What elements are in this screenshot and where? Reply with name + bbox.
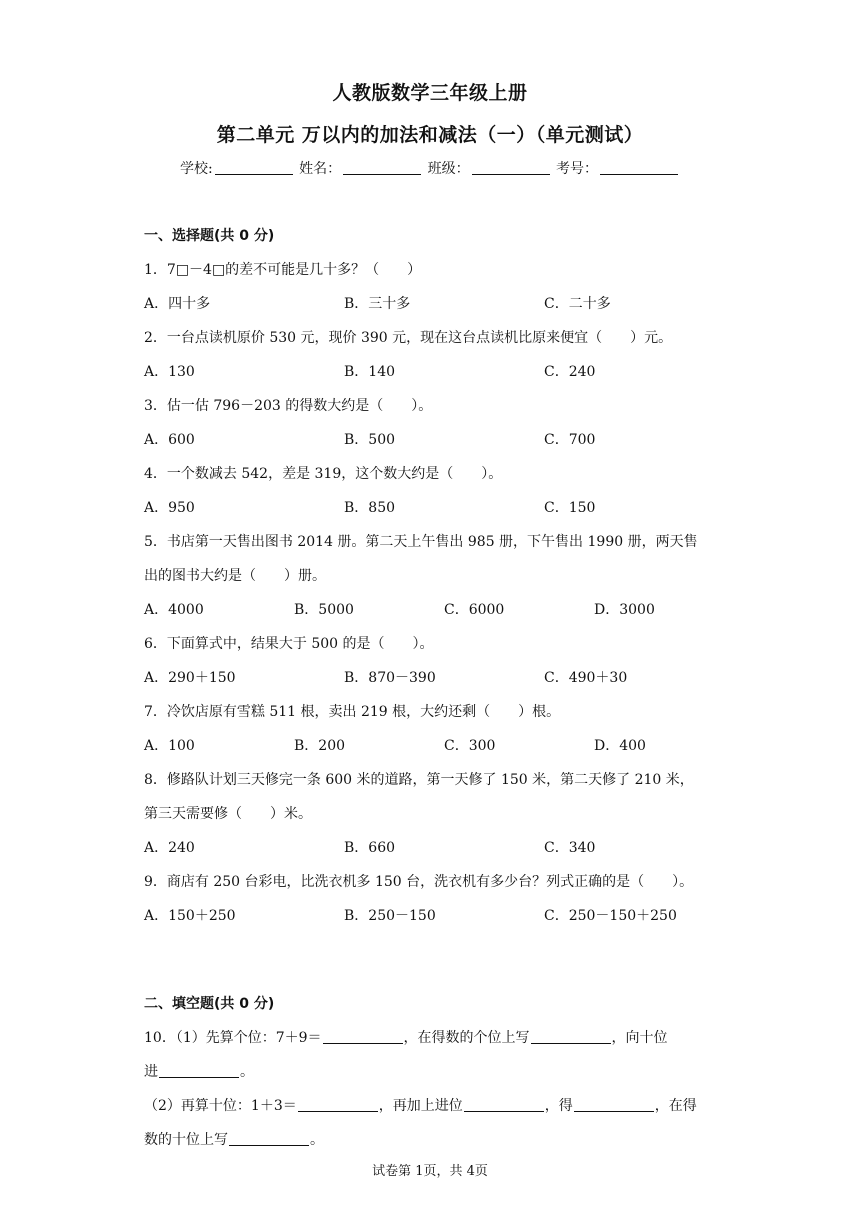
question-text: 8．修路队计划三天修完一条 600 米的道路，第一天修了 150 米，第二天修了 210 米， — [144, 772, 694, 788]
option-choice[interactable]: B．5000 — [294, 602, 354, 618]
question-text: 1．7□－4□的差不可能是几十多？（ ） — [144, 262, 422, 278]
page-footer: 试卷第 1页，共 4页 — [372, 1164, 488, 1179]
school-label: 学校: — [179, 161, 213, 177]
q10-line-1 — [144, 1028, 720, 1062]
option-row — [144, 294, 720, 328]
name-label: 姓名： — [299, 161, 342, 177]
q10-text: ，得 — [544, 1098, 573, 1114]
answer-blank[interactable] — [298, 1097, 378, 1112]
question-text: 出的图书大约是（ ）册。 — [144, 568, 326, 584]
choice-questions — [144, 260, 720, 940]
question-text: 6．下面算式中，结果大于 500 的是（ ）。 — [144, 636, 434, 652]
number-label: 考号： — [556, 161, 599, 177]
answer-blank[interactable] — [574, 1097, 654, 1112]
option-row — [144, 600, 720, 634]
answer-blank[interactable] — [229, 1131, 309, 1146]
option-choice[interactable]: C．700 — [544, 432, 596, 448]
option-choice[interactable]: D．400 — [594, 738, 646, 754]
option-choice[interactable]: B．500 — [344, 432, 396, 448]
q10-line-4 — [144, 1130, 720, 1164]
section-heading-choice: 一、选择题(共 0 分) — [144, 228, 275, 244]
q10-text: ，向十位 — [611, 1030, 668, 1046]
option-choice[interactable]: A．600 — [144, 432, 195, 448]
student-info-row — [0, 158, 860, 178]
option-choice[interactable]: D．3000 — [594, 602, 655, 618]
class-label: 班级： — [427, 161, 470, 177]
question-text: 5．书店第一天售出图书 2014 册。第二天上午售出 985 册，下午售出 1990 册，两天售 — [144, 534, 698, 550]
option-choice[interactable]: A．130 — [144, 364, 195, 380]
option-choice[interactable]: C．240 — [544, 364, 596, 380]
option-choice[interactable]: B．850 — [344, 500, 396, 516]
question-text: 7．冷饮店原有雪糕 511 根，卖出 219 根，大约还剩（ ）根。 — [144, 704, 561, 720]
question-text: 第三天需要修（ ）米。 — [144, 806, 312, 822]
answer-blank[interactable] — [464, 1097, 544, 1112]
option-choice[interactable]: C．250－150＋250 — [544, 908, 677, 924]
q10-text: 。 — [240, 1064, 254, 1080]
option-row — [144, 430, 720, 464]
option-choice[interactable]: A．290＋150 — [144, 670, 236, 686]
option-choice[interactable]: C．340 — [544, 840, 596, 856]
option-row — [144, 906, 720, 940]
class-blank[interactable] — [472, 160, 550, 175]
option-choice[interactable]: C．二十多 — [544, 296, 611, 312]
school-blank[interactable] — [215, 160, 293, 175]
option-choice[interactable]: A．四十多 — [144, 296, 211, 312]
q10-text: 10．（1）先算个位：7＋9＝ — [144, 1030, 322, 1046]
q10-line-2 — [144, 1062, 720, 1096]
answer-blank[interactable] — [531, 1029, 611, 1044]
q10-text: 进 — [144, 1064, 158, 1080]
option-row — [144, 498, 720, 532]
exam-subtitle: 第二单元 万以内的加法和减法（一）（单元测试） — [216, 124, 644, 146]
option-choice[interactable]: A．240 — [144, 840, 195, 856]
option-choice[interactable]: C．300 — [444, 738, 496, 754]
option-choice[interactable]: C．150 — [544, 500, 596, 516]
q10-text: ，再加上进位 — [378, 1098, 463, 1114]
option-choice[interactable]: A．950 — [144, 500, 195, 516]
answer-blank[interactable] — [159, 1063, 239, 1078]
option-choice[interactable]: A．100 — [144, 738, 195, 754]
q10-text: ，在得 — [654, 1098, 697, 1114]
question-text: 9．商店有 250 台彩电，比洗衣机多 150 台，洗衣机有多少台？列式正确的是（ ）。 — [144, 874, 694, 890]
q10-text: （2）再算十位：1＋3＝ — [144, 1098, 297, 1114]
q10-text: 。 — [310, 1132, 324, 1148]
option-choice[interactable]: A．150＋250 — [144, 908, 236, 924]
option-choice[interactable]: B．250－150 — [344, 908, 436, 924]
option-row — [144, 362, 720, 396]
name-blank[interactable] — [343, 160, 421, 175]
option-choice[interactable]: B．870－390 — [344, 670, 436, 686]
option-choice[interactable]: A．4000 — [144, 602, 204, 618]
answer-blank[interactable] — [323, 1029, 403, 1044]
option-choice[interactable]: C．490＋30 — [544, 670, 628, 686]
question-text: 2．一台点读机原价 530 元，现价 390 元，现在这台点读机比原来便宜（ ）元。 — [144, 330, 673, 346]
option-row — [144, 668, 720, 702]
option-choice[interactable]: C．6000 — [444, 602, 505, 618]
question-text: 3．估一估 796－203 的得数大约是（ ）。 — [144, 398, 433, 414]
q10-text: 数的十位上写 — [144, 1132, 228, 1148]
option-choice[interactable]: B．三十多 — [344, 296, 411, 312]
exam-content — [144, 226, 720, 1164]
section-heading-fill: 二、填空题(共 0 分) — [144, 996, 275, 1012]
q10-text: ，在得数的个位上写 — [403, 1030, 530, 1046]
q10-line-3 — [144, 1096, 720, 1130]
exam-title: 人教版数学三年级上册 — [332, 82, 528, 104]
question-text: 4．一个数减去 542，差是 319，这个数大约是（ ）。 — [144, 466, 503, 482]
option-choice[interactable]: B．200 — [294, 738, 346, 754]
option-row — [144, 838, 720, 872]
option-row — [144, 736, 720, 770]
option-choice[interactable]: B．660 — [344, 840, 396, 856]
option-choice[interactable]: B．140 — [344, 364, 396, 380]
number-blank[interactable] — [600, 160, 678, 175]
